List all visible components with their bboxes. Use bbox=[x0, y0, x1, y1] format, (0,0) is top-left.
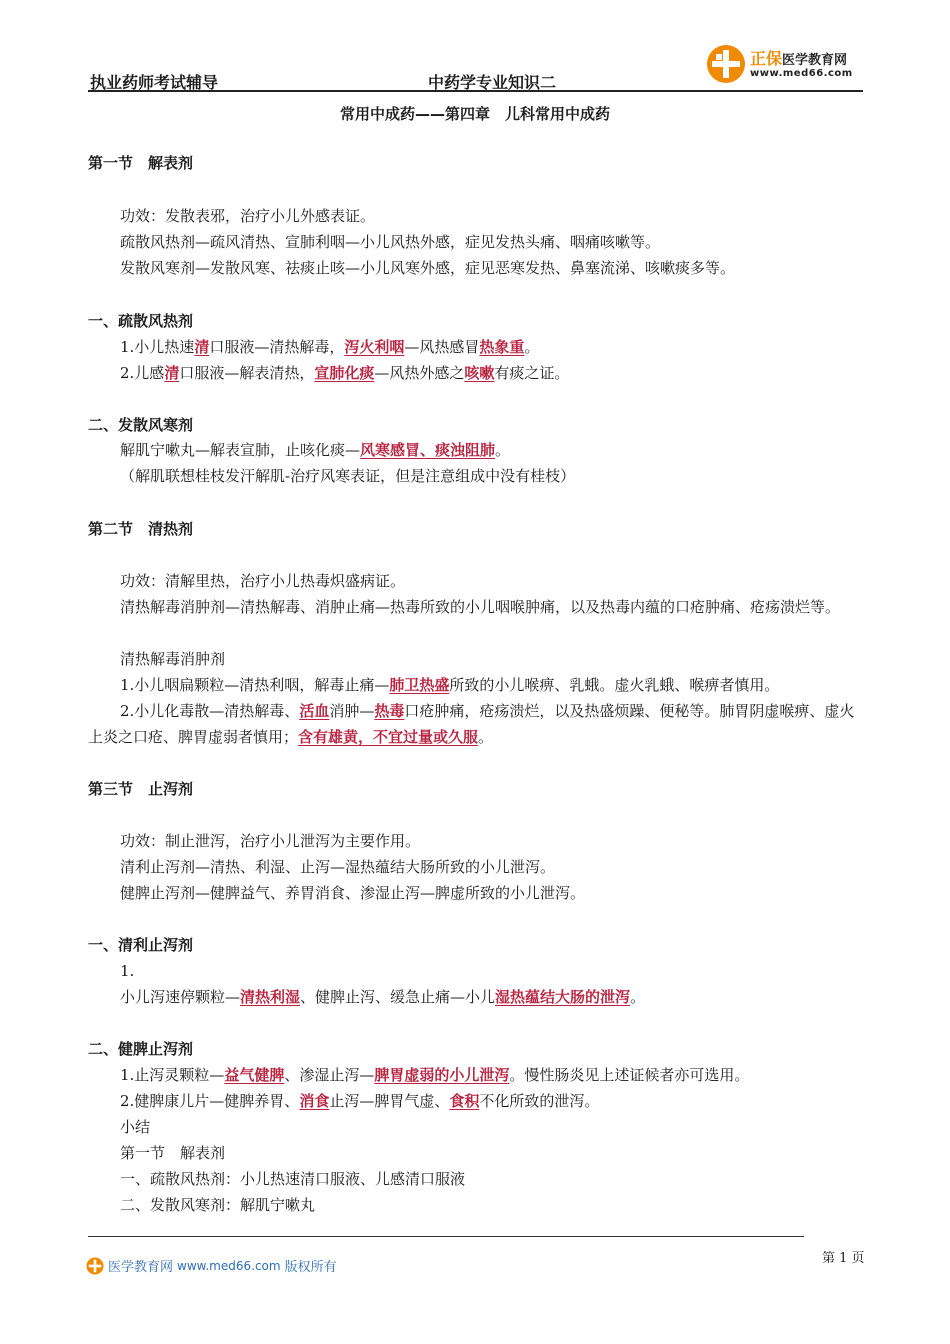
text-segment: 、渗湿止泻— bbox=[284, 1066, 375, 1084]
note-line: （解肌联想桂枝发汗解肌-治疗风寒表证，但是注意组成中没有桂枝） bbox=[120, 467, 576, 485]
text-segment: 1.小儿咽扁颗粒—清热利咽，解毒止痛— bbox=[120, 676, 390, 694]
text-segment: 2.儿感 bbox=[120, 364, 165, 382]
highlighted-keyword: 益气健脾 bbox=[224, 1066, 285, 1084]
text-segment: 口服液—清热解毒， bbox=[209, 338, 345, 356]
logo-icon bbox=[706, 44, 746, 84]
highlighted-keyword: 食积 bbox=[449, 1092, 480, 1110]
highlighted-keyword: 热毒 bbox=[374, 702, 405, 720]
highlighted-keyword: 清 bbox=[164, 364, 180, 382]
highlighted-keyword: 热象重 bbox=[479, 338, 525, 356]
rich-line bbox=[88, 334, 895, 360]
header-left-text: 执业药师考试辅导 bbox=[90, 73, 219, 92]
footer-site-name: 医学教育网 bbox=[108, 1260, 174, 1275]
logo-site-name: 医学教育网 bbox=[782, 53, 848, 68]
highlighted-keyword: 湿热蕴结大肠的泄泻 bbox=[495, 988, 631, 1006]
paragraph: 清热解毒消肿剂 bbox=[120, 650, 226, 668]
text-segment: 口服液—解表清热， bbox=[179, 364, 315, 382]
text-segment: 。慢性肠炎见上述证候者亦可选用。 bbox=[509, 1066, 750, 1084]
subsection-title: 二、发散风寒剂 bbox=[88, 416, 194, 434]
highlighted-keyword: 风寒感冒、痰浊阻肺 bbox=[360, 441, 496, 459]
highlighted-keyword: 咳嗽 bbox=[464, 364, 495, 382]
text-segment: 消肿— bbox=[329, 702, 375, 720]
text-segment: 小儿泻速停颗粒— bbox=[120, 988, 241, 1006]
rich-line bbox=[88, 1062, 895, 1088]
footer-url: www.med66.com bbox=[177, 1258, 281, 1273]
text-segment: 2.小儿化毒散—清热解毒、 bbox=[120, 702, 300, 720]
rich-line bbox=[88, 698, 863, 750]
subsection-title: 二、健脾止泻剂 bbox=[88, 1040, 194, 1058]
highlighted-keyword: 肺卫热盛 bbox=[389, 676, 450, 694]
logo-name bbox=[750, 46, 847, 69]
paragraph: 清利止泻剂—清热、利湿、止泻—湿热蕴结大肠所致的小儿泄泻。 bbox=[120, 858, 556, 876]
summary-line: 第一节 解表剂 bbox=[120, 1144, 226, 1162]
text-segment: 口疮肿痛，疮疡溃烂，以及热盛烦躁、便秘等。肺胃阴虚喉痹、虚火上炎之口疮、脾胃虚弱者慎用； bbox=[88, 702, 855, 746]
rich-line bbox=[88, 360, 895, 386]
footer-logo-icon bbox=[86, 1257, 104, 1275]
paragraph: 功效：发散表邪，治疗小儿外感表证。 bbox=[120, 207, 376, 225]
header-center-text: 中药学专业知识二 bbox=[428, 73, 557, 92]
highlighted-keyword: 宣肺化痰 bbox=[314, 364, 375, 382]
text-segment: 1.止泻灵颗粒— bbox=[120, 1066, 225, 1084]
paragraph: 清热解毒消肿剂—清热解毒、消肿止痛—热毒所致的小儿咽喉肿痛，以及热毒内蕴的口疮肿痛、疮疡溃烂等。 bbox=[120, 598, 841, 616]
logo-brand: 正保 bbox=[750, 49, 783, 68]
text-segment: 有痰之证。 bbox=[494, 364, 570, 382]
highlighted-keyword: 消食 bbox=[299, 1092, 330, 1110]
rich-line bbox=[88, 984, 895, 1010]
text-segment: 2.健脾康儿片—健脾养胃、 bbox=[120, 1092, 300, 1110]
rich-line bbox=[88, 672, 895, 698]
list-number: 1. bbox=[120, 962, 135, 980]
highlighted-keyword: 含有雄黄，不宜过量或久服 bbox=[298, 728, 479, 746]
section-1-title: 第一节 解表剂 bbox=[88, 154, 194, 172]
rich-line bbox=[88, 437, 895, 463]
summary-line: 一、疏散风热剂：小儿热速清口服液、儿感清口服液 bbox=[120, 1170, 466, 1188]
footer-logo[interactable] bbox=[86, 1256, 337, 1275]
highlighted-keyword: 脾胃虚弱的小儿泄泻 bbox=[374, 1066, 510, 1084]
section-3-title: 第三节 止泻剂 bbox=[88, 780, 194, 798]
header-divider bbox=[88, 90, 863, 92]
text-segment: 不化所致的泄泻。 bbox=[479, 1092, 600, 1110]
summary-line: 二、发散风寒剂：解肌宁嗽丸 bbox=[120, 1196, 316, 1214]
highlighted-keyword: 活血 bbox=[299, 702, 330, 720]
text-segment: —风热感冒 bbox=[404, 338, 480, 356]
paragraph: 功效：制止泄泻，治疗小儿泄泻为主要作用。 bbox=[120, 832, 421, 850]
summary-title: 小结 bbox=[120, 1118, 151, 1136]
highlighted-keyword: 清 bbox=[194, 338, 210, 356]
text-segment: 所致的小儿喉痹、乳蛾。虚火乳蛾、喉痹者慎用。 bbox=[449, 676, 780, 694]
text-segment: 止泻—脾胃气虚、 bbox=[329, 1092, 450, 1110]
text-segment: 。 bbox=[478, 728, 494, 746]
text-segment: —风热外感之 bbox=[374, 364, 465, 382]
paragraph: 疏散风热剂—疏风清热、宣肺利咽—小儿风热外感，症见发热头痛、咽痛咳嗽等。 bbox=[120, 233, 661, 251]
footer-rights: 版权所有 bbox=[284, 1260, 337, 1275]
subsection-title: 一、清利止泻剂 bbox=[88, 936, 194, 954]
highlighted-keyword: 泻火利咽 bbox=[344, 338, 405, 356]
text-segment: 1.小儿热速 bbox=[120, 338, 195, 356]
text-segment: 。 bbox=[524, 338, 540, 356]
section-2-title: 第二节 清热剂 bbox=[88, 520, 194, 538]
text-segment: 、健脾止泻、缓急止痛—小儿 bbox=[300, 988, 496, 1006]
paragraph: 发散风寒剂—发散风寒、祛痰止咳—小儿风寒外感，症见恶寒发热、鼻塞流涕、咳嗽痰多等。 bbox=[120, 259, 736, 277]
paragraph: 功效：清解里热，治疗小儿热毒炽盛病证。 bbox=[120, 572, 406, 590]
page-number: 第 1 页 bbox=[822, 1251, 865, 1266]
text-segment: 解肌宁嗽丸—解表宣肺，止咳化痰— bbox=[120, 441, 361, 459]
logo-url: www.med66.com bbox=[750, 68, 853, 79]
text-segment: 。 bbox=[495, 441, 511, 459]
document-title: 常用中成药——第四章 儿科常用中成药 bbox=[339, 105, 610, 123]
site-logo[interactable] bbox=[706, 44, 866, 86]
subsection-title: 一、疏散风热剂 bbox=[88, 312, 194, 330]
paragraph: 健脾止泻剂—健脾益气、养胃消食、渗湿止泻—脾虚所致的小儿泄泻。 bbox=[120, 884, 586, 902]
highlighted-keyword: 清热利湿 bbox=[240, 988, 301, 1006]
rich-line bbox=[88, 1088, 895, 1114]
text-segment: 。 bbox=[630, 988, 646, 1006]
footer-divider bbox=[88, 1236, 804, 1237]
